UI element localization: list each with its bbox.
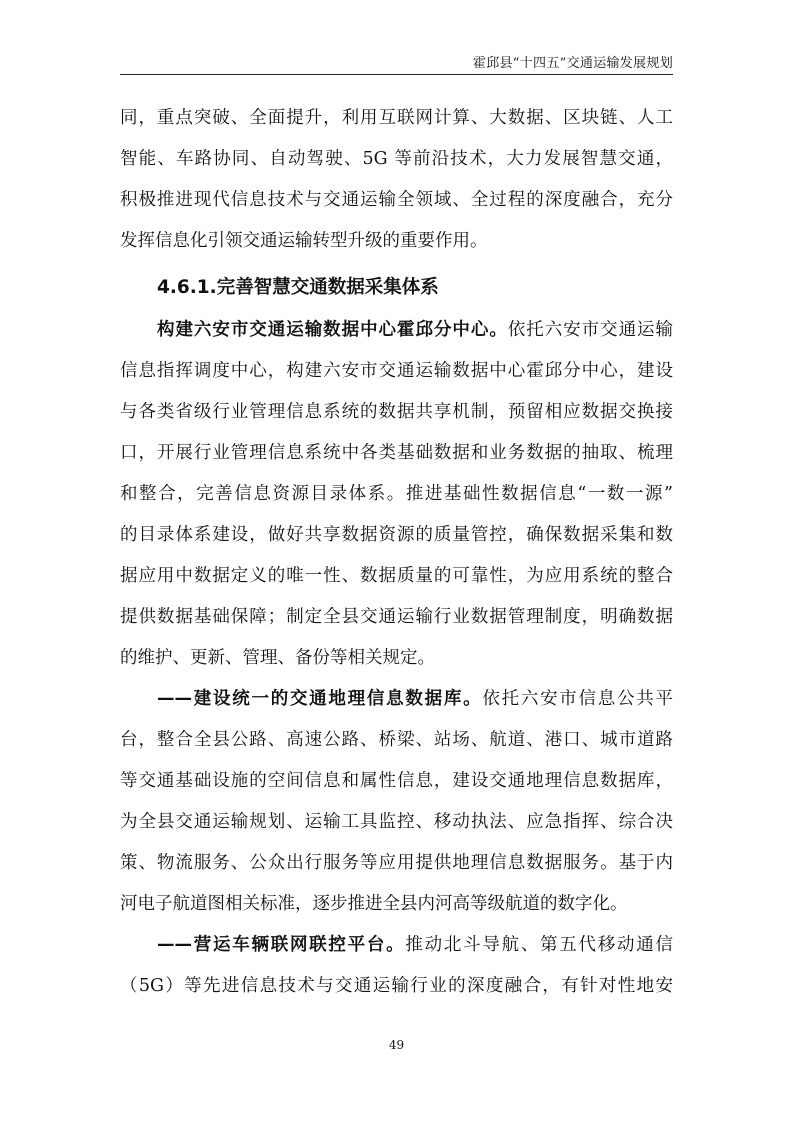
page-number: 49 — [388, 1038, 405, 1052]
text-line — [120, 310, 673, 351]
page-body — [120, 98, 673, 1007]
text-line: 提供数据基础保障；制定全县交通运输行业数据管理制度，明确数据 — [120, 607, 673, 627]
text-line: 河电子航道图相关标准，逐步推进全县内河高等级航道的数字化。 — [120, 894, 628, 914]
geo-database-paragraph — [120, 679, 673, 925]
text-line: 同，重点突破、全面提升，利用互联网计算、大数据、区块链、人工 — [120, 108, 673, 128]
text-line — [120, 925, 673, 966]
text-line: 的维护、更新、管理、备份等相关规定。 — [120, 648, 435, 668]
running-header: 霍邱县“十四五”交通运输发展规划 — [472, 56, 673, 71]
data-center-paragraph — [120, 310, 673, 679]
text-line: 的目录体系建设，做好共享数据资源的质量管控，确保数据采集和数 — [120, 525, 673, 545]
text-line: 智能、车路协同、自动驾驶、5G 等前沿技术，大力发展智慧交通， — [120, 149, 673, 169]
paragraph-text: 依托六安市信息公共平 — [482, 689, 673, 709]
text-line: 据应用中数据定义的唯一性、数据质量的可靠性，为应用系统的整合 — [120, 566, 673, 586]
text-line: 发挥信息化引领交通运输转型升级的重要作用。 — [120, 231, 488, 251]
text-line: 和整合，完善信息资源目录体系。推进基础性数据信息“一数一源” — [120, 484, 673, 504]
section-heading: 4.6.1.完善智慧交通数据采集体系 — [157, 277, 439, 298]
text-line: 积极推进现代信息技术与交通运输全领域、全过程的深度融合，充分 — [120, 190, 673, 210]
text-line: （5G）等先进信息技术与交通运输行业的深度融合，有针对性地安 — [120, 976, 673, 996]
header-divider — [120, 74, 673, 75]
paragraph-lead: 构建六安市交通运输数据中心霍邱分中心。 — [157, 320, 508, 340]
text-line — [120, 679, 673, 720]
text-line: 口，开展行业管理信息系统中各类基础数据和业务数据的抽取、梳理 — [120, 443, 673, 463]
intro-paragraph — [120, 98, 673, 262]
vehicle-platform-paragraph — [120, 925, 673, 1007]
text-line: 与各类省级行业管理信息系统的数据共享机制，预留相应数据交换接 — [120, 402, 673, 422]
text-line: 为全县交通运输规划、运输工具监控、移动执法、应急指挥、综合决 — [120, 812, 673, 832]
paragraph-text: 依托六安市交通运输 — [507, 320, 673, 340]
paragraph-lead: ——建设统一的交通地理信息数据库。 — [157, 689, 483, 709]
text-line: 信息指挥调度中心，构建六安市交通运输数据中心霍邱分中心，建设 — [120, 361, 673, 381]
text-line: 策、物流服务、公众出行服务等应用提供地理信息数据服务。基于内 — [120, 853, 673, 873]
paragraph-lead: ——营运车辆联网联控平台。 — [157, 935, 406, 955]
text-line: 等交通基础设施的空间信息和属性信息，建设交通地理信息数据库， — [120, 771, 673, 791]
paragraph-text: 推动北斗导航、第五代移动通信 — [405, 935, 673, 955]
text-line: 台，整合全县公路、高速公路、桥梁、站场、航道、港口、城市道路 — [120, 730, 673, 750]
